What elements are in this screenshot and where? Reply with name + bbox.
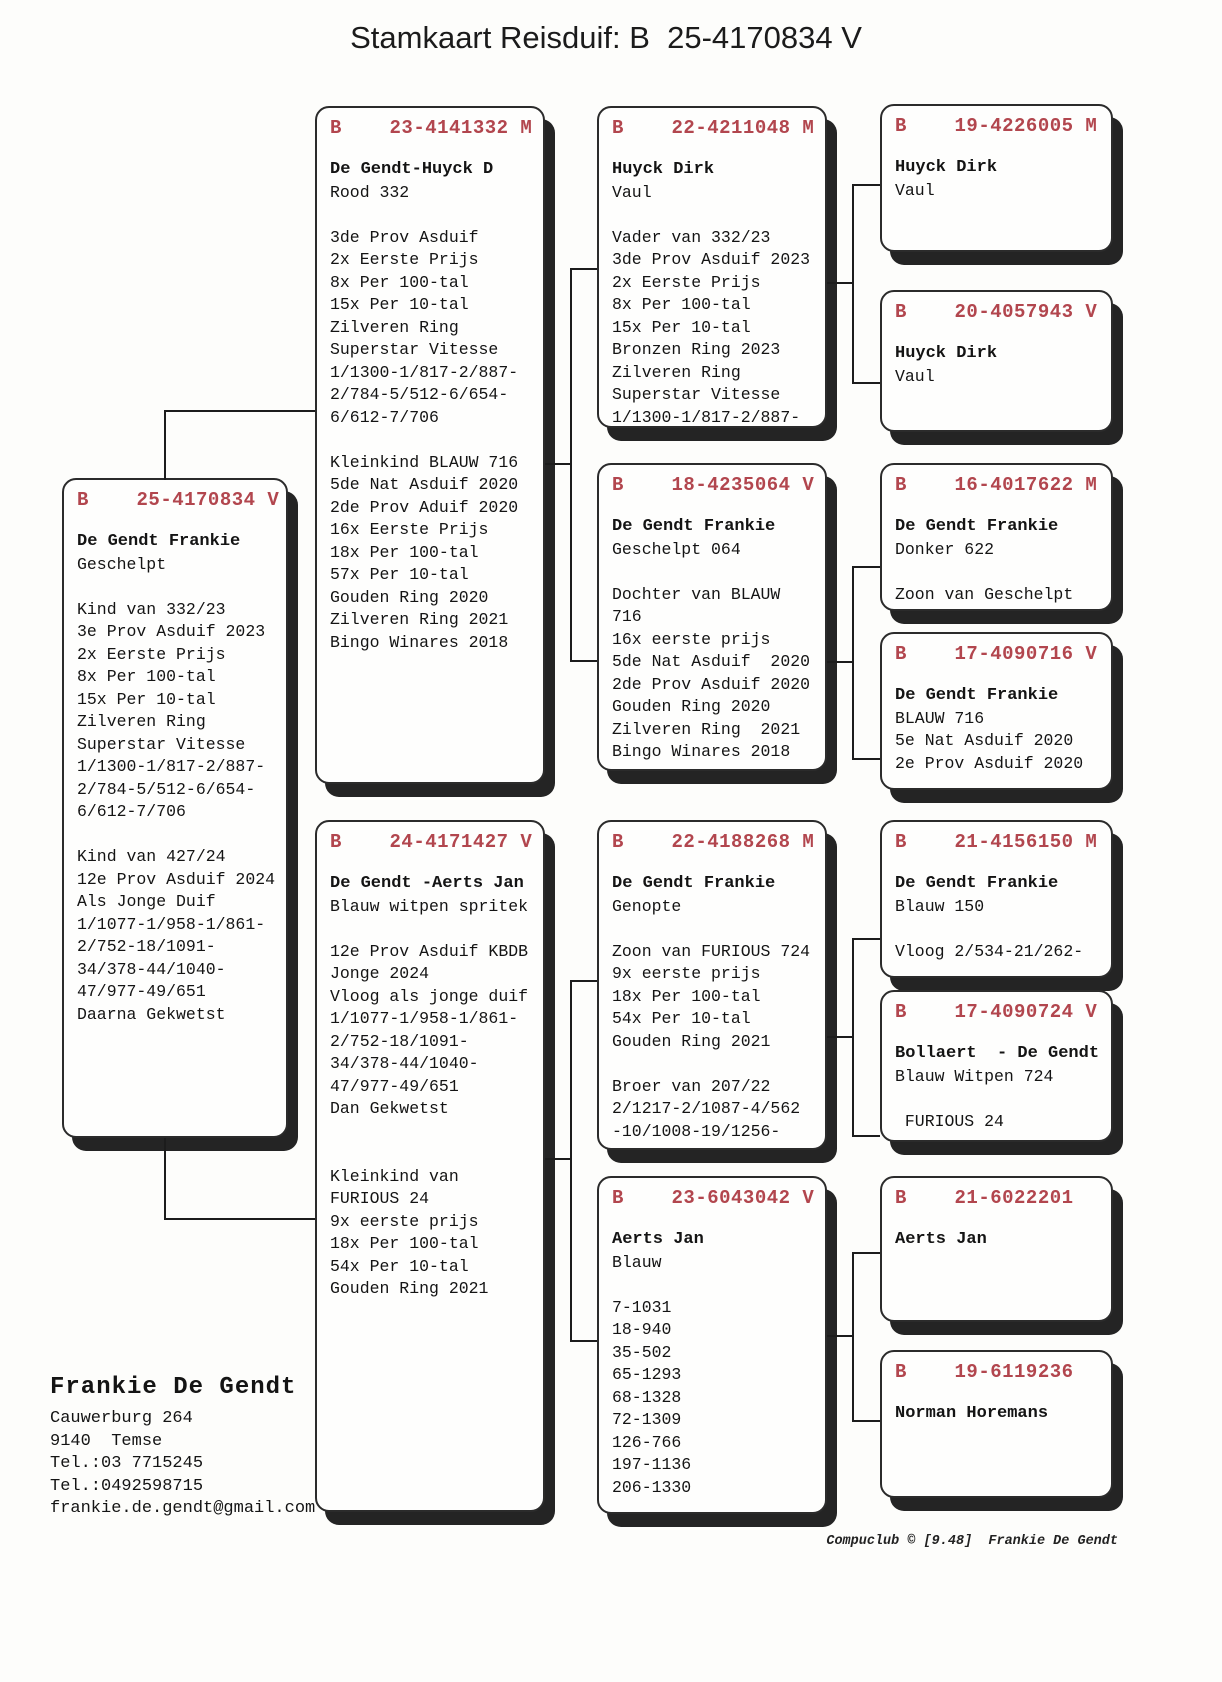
fancier-name: De Gendt Frankie xyxy=(77,532,241,551)
owner-address-line: Tel.:0492598715 xyxy=(50,1476,204,1496)
pedigree-line: 9x eerste prijs xyxy=(330,1211,479,1231)
connector-line xyxy=(852,758,880,760)
ring-number-header: B 18-4235064 V xyxy=(612,474,815,496)
pedigree-line: Kleinkind van xyxy=(330,1166,459,1186)
pedigree-line: 2e Prov Asduif 2020 xyxy=(895,753,1084,773)
pedigree-line xyxy=(77,576,282,599)
pedigree-box-gm-paternal xyxy=(597,463,827,771)
pedigree-line: 18x Per 100-tal xyxy=(612,986,761,1006)
pedigree-box-gg6 xyxy=(880,990,1113,1142)
pedigree-box-gf-maternal xyxy=(597,820,827,1150)
pedigree-line: Jonge 2024 xyxy=(330,964,430,983)
pedigree-box-gg8 xyxy=(880,1350,1113,1498)
pedigree-line xyxy=(612,1053,821,1076)
fancier-name: De Gendt Frankie xyxy=(895,874,1059,893)
ring-number-header: B 24-4171427 V xyxy=(330,831,533,853)
pedigree-line: Als Jonge Duif xyxy=(77,892,216,911)
pedigree-box-gg7 xyxy=(880,1176,1113,1322)
owner-address-line: 9140 Temse xyxy=(50,1431,163,1451)
pedigree-line: Superstar Vitesse xyxy=(77,734,246,754)
pedigree-line xyxy=(612,918,821,941)
ring-number-header: B 22-4211048 M xyxy=(612,117,815,139)
connector-line xyxy=(852,382,880,384)
pedigree-line: 5de Nat Asduif 2020 xyxy=(330,475,519,494)
pedigree-line: Zilveren Ring xyxy=(77,712,206,731)
pedigree-box-gf-paternal xyxy=(597,106,827,428)
pedigree-line: 1/1077-1/958-1/861- xyxy=(330,1009,519,1028)
connector-line xyxy=(545,1158,571,1160)
pedigree-line: 5de Nat Asduif 2020 xyxy=(612,652,811,671)
ring-number-header: B 23-6043042 V xyxy=(612,1187,815,1209)
pedigree-line: Blauw Witpen 724 xyxy=(895,1066,1054,1086)
fancier-name: De Gendt Frankie xyxy=(895,517,1059,536)
pedigree-line: Vaul xyxy=(895,366,935,386)
connector-line xyxy=(570,980,572,1342)
ring-number-header: B 17-4090724 V xyxy=(895,1001,1098,1023)
connector-line xyxy=(852,1420,880,1422)
pedigree-line: Broer van 207/22 xyxy=(612,1076,771,1096)
pedigree-line: 2de Prov Asduif 2020 xyxy=(612,674,811,694)
pedigree-line: Vloog als jonge duif xyxy=(330,986,529,1006)
pedigree-line: 2de Prov Aduif 2020 xyxy=(330,497,519,517)
pedigree-line: 54x Per 10-tal xyxy=(612,1009,751,1028)
pedigree-line: Daarna Gekwetst xyxy=(77,1004,226,1024)
pedigree-line: Zoon van FURIOUS 724 xyxy=(612,941,811,961)
pedigree-line: 2/784-5/512-6/654- xyxy=(77,779,256,799)
pedigree-line xyxy=(612,204,821,227)
pedigree-line: Blauw witpen spritek xyxy=(330,896,529,916)
connector-line xyxy=(827,282,853,284)
ring-number-header: B 19-6119236 xyxy=(895,1361,1074,1383)
pedigree-line: Bingo Winares 2018 xyxy=(612,742,791,761)
pedigree-line: 3de Prov Asduif 2023 xyxy=(612,250,811,269)
connector-line xyxy=(852,938,854,1137)
pedigree-box-gg5 xyxy=(880,820,1113,978)
connector-line xyxy=(545,463,571,465)
pedigree-line xyxy=(77,824,282,847)
pedigree-line: Gouden Ring 2021 xyxy=(330,1279,489,1298)
ring-number-header: B 16-4017622 M xyxy=(895,474,1098,496)
pedigree-line: 1/1077-1/958-1/861- xyxy=(77,914,266,934)
pedigree-box-gg3 xyxy=(880,463,1113,611)
pedigree-line: 15x Per 10-tal xyxy=(330,295,469,314)
pedigree-line: FURIOUS 24 xyxy=(330,1189,430,1208)
pedigree-line: Geschelpt 064 xyxy=(612,539,741,559)
pedigree-line: Bingo Winares 2018 xyxy=(330,632,509,652)
pedigree-line: 47/977-49/651 xyxy=(330,1076,459,1096)
pedigree-line: 197-1136 xyxy=(612,1455,692,1474)
pedigree-line: 9x eerste prijs xyxy=(612,964,761,983)
pedigree-line: 34/378-44/1040- xyxy=(330,1054,479,1073)
pedigree-line: Bronzen Ring 2023 xyxy=(612,340,781,359)
pedigree-box-gg2 xyxy=(880,290,1113,432)
pedigree-line: Gouden Ring 2020 xyxy=(612,697,771,716)
pedigree-line: 2x Eerste Prijs xyxy=(77,644,226,664)
connector-line xyxy=(164,410,166,480)
pedigree-line xyxy=(330,918,539,941)
pedigree-line: Zilveren Ring xyxy=(612,362,741,382)
pedigree-line xyxy=(330,1143,539,1166)
fancier-name: Aerts Jan xyxy=(612,1230,704,1249)
ring-number-header: B 22-4188268 M xyxy=(612,831,815,853)
connector-line xyxy=(852,184,854,384)
pedigree-line: Geschelpt xyxy=(77,554,167,574)
pedigree-line: 7-1031 xyxy=(612,1297,672,1317)
pedigree-line: Zilveren Ring 2021 xyxy=(330,610,509,629)
connector-line xyxy=(164,410,315,412)
pedigree-line: Kind van 427/24 xyxy=(77,847,226,866)
pedigree-line xyxy=(330,429,539,452)
pedigree-line: 34/378-44/1040- xyxy=(77,959,226,979)
pedigree-line: Zilveren Ring xyxy=(330,317,459,337)
connector-line xyxy=(164,1218,315,1220)
connector-line xyxy=(852,938,880,940)
pedigree-line: Blauw xyxy=(612,1252,662,1272)
owner-address-line: Cauwerburg 264 xyxy=(50,1409,193,1428)
pedigree-line: 35-502 xyxy=(612,1342,672,1362)
pedigree-line: 6/612-7/706 xyxy=(330,407,439,427)
pedigree-line: 3e Prov Asduif 2023 xyxy=(77,622,266,641)
pedigree-line xyxy=(612,561,821,584)
pedigree-line: 57x Per 10-tal xyxy=(330,565,469,584)
pedigree-box-gg1 xyxy=(880,104,1113,252)
pedigree-line: 12e Prov Asduif 2024 xyxy=(77,869,276,889)
pedigree-line: 2/784-5/512-6/654- xyxy=(330,385,509,404)
pedigree-line: Vloog 2/534-21/262- xyxy=(895,941,1084,961)
connector-line xyxy=(570,660,597,662)
fancier-name: De Gendt Frankie xyxy=(612,517,776,536)
pedigree-line xyxy=(330,1121,539,1144)
pedigree-line: Rood 332 xyxy=(330,182,410,202)
fancier-name: Huyck Dirk xyxy=(612,160,715,179)
fancier-name: Huyck Dirk xyxy=(895,158,998,177)
ring-number-header: B 25-4170834 V xyxy=(77,489,280,511)
pedigree-line: Kleinkind BLAUW 716 xyxy=(330,452,519,472)
fancier-name: Huyck Dirk xyxy=(895,344,998,363)
connector-line xyxy=(827,1036,853,1038)
pedigree-line: 15x Per 10-tal xyxy=(77,689,216,709)
pedigree-line: 716 xyxy=(612,607,642,626)
ring-number-header: B 19-4226005 M xyxy=(895,115,1098,137)
pedigree-line xyxy=(612,1274,821,1297)
fancier-name: De Gendt Frankie xyxy=(895,686,1059,705)
pedigree-line: 126-766 xyxy=(612,1432,682,1452)
connector-line xyxy=(164,1138,166,1220)
pedigree-line: 8x Per 100-tal xyxy=(612,295,751,314)
pedigree-line: FURIOUS 24 xyxy=(895,1111,1004,1131)
owner-address-line: frankie.de.gendt@gmail.com xyxy=(50,1499,316,1518)
pedigree-box-father xyxy=(315,106,545,784)
pedigree-line: Gouden Ring 2020 xyxy=(330,587,489,607)
pedigree-line xyxy=(895,561,1107,584)
pedigree-line: 6/612-7/706 xyxy=(77,802,186,821)
pedigree-line: -10/1008-19/1256- xyxy=(612,1121,781,1141)
pedigree-line: 18-940 xyxy=(612,1320,672,1339)
pedigree-line: Dochter van BLAUW xyxy=(612,584,781,604)
owner-name: Frankie De Gendt xyxy=(50,1374,297,1401)
pedigree-line: Vaul xyxy=(612,182,652,202)
pedigree-line xyxy=(895,1088,1107,1111)
pedigree-box-mother xyxy=(315,820,545,1512)
owner-block xyxy=(50,1374,315,1521)
pedigree-line: 54x Per 10-tal xyxy=(330,1256,469,1276)
connector-line xyxy=(570,268,572,662)
pedigree-line: 2/752-18/1091- xyxy=(77,937,216,956)
pedigree-line: 8x Per 100-tal xyxy=(77,667,216,686)
pedigree-line: 15x Per 10-tal xyxy=(612,317,751,337)
pedigree-box-gg4 xyxy=(880,632,1113,790)
pedigree-line: 206-1330 xyxy=(612,1477,692,1497)
pedigree-line: 18x Per 100-tal xyxy=(330,1234,479,1253)
pedigree-line: 16x eerste prijs xyxy=(612,629,771,649)
pedigree-line: 8x Per 100-tal xyxy=(330,272,469,292)
pedigree-line xyxy=(330,204,539,227)
connector-line xyxy=(852,1135,880,1137)
pedigree-line: 72-1309 xyxy=(612,1410,682,1429)
page-title: Stamkaart Reisduif: B 25-4170834 V xyxy=(350,20,862,55)
software-credit: Compuclub © [9.48] Frankie De Gendt xyxy=(826,1534,1118,1549)
fancier-name: Bollaert - De Gendt xyxy=(895,1044,1100,1063)
owner-address xyxy=(50,1408,315,1521)
pedigree-line: Zoon van Geschelpt xyxy=(895,584,1074,604)
pedigree-line xyxy=(895,918,1107,941)
pedigree-line: 68-1328 xyxy=(612,1387,682,1407)
pedigree-line: 3de Prov Asduif xyxy=(330,227,479,247)
connector-line xyxy=(570,980,597,982)
pedigree-line: 5e Nat Asduif 2020 xyxy=(895,731,1074,750)
pedigree-line: 18x Per 100-tal xyxy=(330,542,479,562)
pedigree-line: Blauw 150 xyxy=(895,896,985,916)
connector-line xyxy=(852,1252,854,1422)
ring-number-header: B 21-4156150 M xyxy=(895,831,1098,853)
connector-line xyxy=(570,1340,597,1342)
pedigree-line: Genopte xyxy=(612,896,682,916)
connector-line xyxy=(827,661,853,663)
pedigree-line: BLAUW 716 xyxy=(895,708,985,728)
pedigree-line: Superstar Vitesse xyxy=(330,340,499,359)
ring-number-header: B 21-6022201 xyxy=(895,1187,1074,1209)
connector-line xyxy=(852,184,880,186)
fancier-name: De Gendt Frankie xyxy=(612,874,776,893)
ring-number-header: B 23-4141332 M xyxy=(330,117,533,139)
pedigree-line: 1/1300-1/817-2/887- xyxy=(330,362,519,382)
pedigree-line: 1/1300-1/817-2/887- xyxy=(612,407,801,427)
pedigree-line: 16x Eerste Prijs xyxy=(330,520,489,539)
pedigree-line: Superstar Vitesse xyxy=(612,385,781,404)
pedigree-line: Donker 622 xyxy=(895,539,995,559)
pedigree-line: 2x Eerste Prijs xyxy=(330,250,479,269)
pedigree-line: Kind van 332/23 xyxy=(77,599,226,619)
pedigree-line: 2/752-18/1091- xyxy=(330,1031,469,1051)
fancier-name: Norman Horemans xyxy=(895,1404,1049,1423)
connector-line xyxy=(852,566,854,760)
pedigree-line: 2/1217-2/1087-4/562 xyxy=(612,1099,801,1118)
fancier-name: Aerts Jan xyxy=(895,1230,987,1249)
ring-number-header: B 20-4057943 V xyxy=(895,301,1098,323)
owner-address-line: Tel.:03 7715245 xyxy=(50,1454,204,1473)
pedigree-line: Dan Gekwetst xyxy=(330,1099,449,1118)
pedigree-box-gm-maternal xyxy=(597,1176,827,1514)
pedigree-line: Vaul xyxy=(895,180,935,200)
pedigree-line: Vader van 332/23 xyxy=(612,227,771,247)
connector-line xyxy=(852,566,880,568)
ring-number-header: B 17-4090716 V xyxy=(895,643,1098,665)
pedigree-line: Gouden Ring 2021 xyxy=(612,1031,771,1051)
pedigree-line: 47/977-49/651 xyxy=(77,982,206,1001)
fancier-name: De Gendt -Aerts Jan xyxy=(330,874,524,893)
connector-line xyxy=(852,1252,880,1254)
pedigree-box-subject xyxy=(62,478,288,1138)
pedigree-line: 65-1293 xyxy=(612,1365,682,1384)
pedigree-line: Zilveren Ring 2021 xyxy=(612,719,801,739)
connector-line xyxy=(827,1335,853,1337)
pedigree-line: 2x Eerste Prijs xyxy=(612,272,761,292)
pedigree-line: 12e Prov Asduif KBDB xyxy=(330,941,529,961)
fancier-name: De Gendt-Huyck D xyxy=(330,160,494,179)
pedigree-line: 1/1300-1/817-2/887- xyxy=(77,757,266,776)
connector-line xyxy=(570,268,597,270)
